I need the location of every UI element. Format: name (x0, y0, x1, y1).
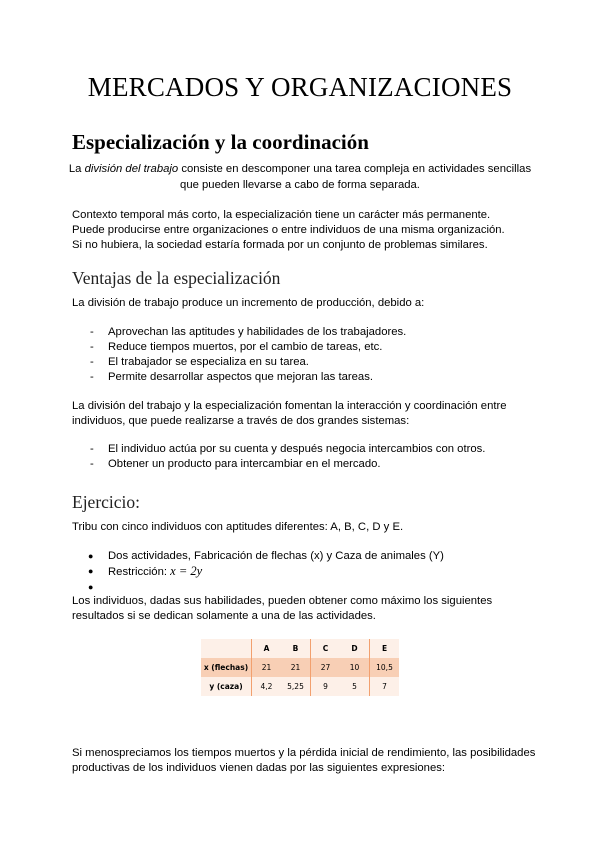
table-cell: 10 (349, 663, 360, 672)
document-title: MERCADOS Y ORGANIZACIONES (87, 72, 513, 102)
restriction-label: Restricción: (108, 566, 171, 578)
paragraph-line: Los individuos, dadas sus habilidades, pueden obtener como máximo los siguientes (72, 595, 493, 607)
paragraph-line: La división del trabajo y la especialización fomentan la interacción y coordinación entre (72, 400, 507, 412)
list-item: - El trabajador se especializa en su tarea. (72, 355, 406, 370)
row-label: x (flechas) (203, 663, 249, 672)
intro-pre: La (68, 163, 85, 175)
table-cell: 21 (252, 658, 282, 677)
paragraph-line: productivas de los individuos vienen dadas por las siguientes expresiones: (72, 762, 446, 774)
intro-post: consiste en descomponer una tarea compleja en actividades sencillas (178, 163, 532, 175)
ejercicio-lead: Tribu con cinco individuos con aptitudes diferentes: A, B, C, D y E. (72, 521, 404, 533)
table-row (201, 677, 399, 696)
table-header-row (201, 639, 399, 658)
table-cell: 5 (352, 682, 357, 691)
header-cell: C (311, 639, 341, 658)
ejercicio-heading: Ejercicio: (72, 492, 141, 512)
ventajas-list (72, 325, 406, 385)
table-cell: 4,2 (252, 677, 282, 696)
paragraph-line: Si menospreciamos los tiempos muertos y la pérdida inicial de rendimiento, las posibilidades (72, 747, 536, 759)
table-cell: 5,25 (287, 682, 304, 691)
table-row (201, 658, 399, 677)
header-cell (201, 639, 252, 658)
header-cell: E (370, 639, 400, 658)
paragraph-line: Si no hubiera, la sociedad estaría formada por un conjunto de problemas similares. (72, 239, 488, 251)
header-cell: D (351, 644, 358, 653)
list-item: ● Dos actividades, Fabricación de flechas (x) y Caza de animales (Y) (72, 549, 444, 564)
table-cell: 10,5 (370, 658, 400, 677)
list-item: - Aprovechan las aptitudes y habilidades de los trabajadores. (72, 325, 406, 340)
restriction-formula: x = 2y (170, 564, 203, 578)
paragraph-line: resultados si se dedican solamente a una de las actividades. (72, 610, 376, 622)
paragraph-line: Contexto temporal más corto, la especialización tiene un carácter más permanente. (72, 209, 491, 221)
table-cell: 27 (311, 658, 341, 677)
results-table (201, 639, 399, 696)
paragraph-line: individuos, que puede realizarse a través de dos grandes sistemas: (72, 415, 410, 427)
intro-emphasis: división del trabajo (84, 163, 179, 175)
list-item: - Reduce tiempos muertos, por el cambio de tareas, etc. (72, 340, 406, 355)
header-cell: B (292, 644, 299, 653)
list-item: - El individuo actúa por su cuenta y después negocia intercambios con otros. (72, 442, 485, 457)
intro-line-2: que pueden llevarse a cabo de forma separada. (180, 179, 420, 191)
table-cell: 9 (311, 677, 341, 696)
ejercicio-bullets (72, 549, 444, 595)
header-cell: A (252, 639, 282, 658)
row-label: y (caza) (209, 682, 243, 691)
systems-list (72, 442, 485, 472)
section-heading: Especialización y la coordinación (72, 130, 369, 154)
ventajas-lead: La división de trabajo produce un incremento de producción, debido a: (72, 297, 425, 309)
table-cell: 7 (370, 677, 400, 696)
paragraph-line: Puede producirse entre organizaciones o entre individuos de una misma organización. (72, 224, 505, 236)
list-item: - Permite desarrollar aspectos que mejoran las tareas. (72, 370, 406, 385)
list-item: - Obtener un producto para intercambiar en el mercado. (72, 457, 485, 472)
table-cell: 21 (290, 663, 301, 672)
list-item (72, 564, 444, 580)
ventajas-heading: Ventajas de la especialización (72, 268, 281, 288)
intro-line-1 (0, 161, 600, 177)
